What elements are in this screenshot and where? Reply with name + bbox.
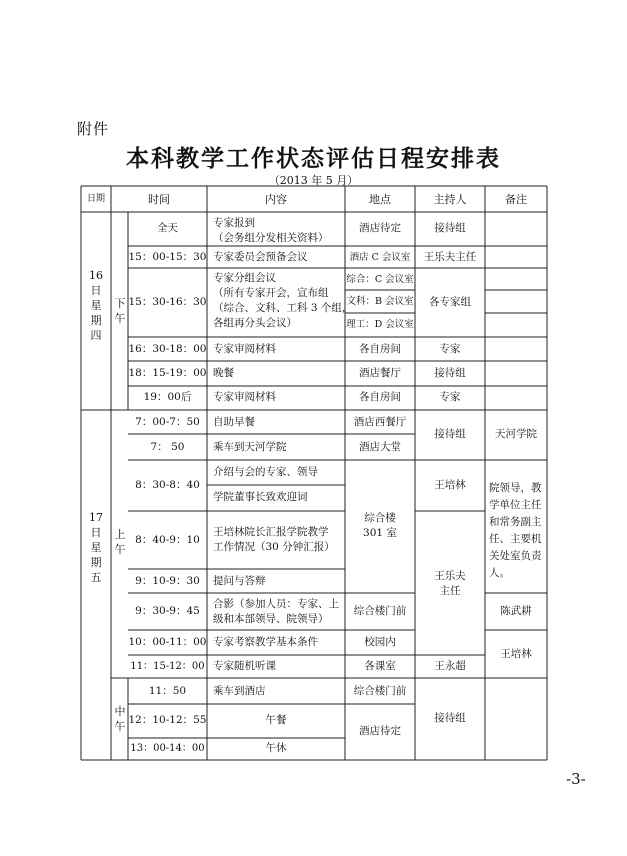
table-row-content-a: 介绍与会的专家、领导: [213, 466, 318, 478]
day-17-label: 17日星期五: [89, 511, 103, 584]
place-hotel-pending: 酒店待定: [359, 725, 401, 737]
table-row-content: 专家委员会预备会议: [213, 251, 308, 263]
header-content: 内容: [265, 193, 287, 206]
header-host: 主持人: [433, 193, 467, 206]
table-row-time: 8：30-8：40: [135, 479, 200, 491]
table-row-content: 午休: [265, 742, 287, 754]
table-row-place: 酒店西餐厅: [353, 416, 407, 428]
table-row-time: 11：15-12：00: [130, 661, 205, 672]
table-row-content: 专家报到 （会务组分发相关资料）: [213, 217, 329, 244]
table-row-time: 16：30-18：00: [128, 343, 207, 355]
period-afternoon: 下午: [114, 297, 126, 325]
table-row-place: 综合楼门前: [353, 685, 407, 697]
table-row-content: 专家审阅材料: [213, 343, 276, 355]
table-row-place: 酒店待定: [359, 222, 401, 234]
table-row-host: 各专家组: [429, 296, 471, 308]
period-noon: 中午: [114, 705, 126, 733]
table-row-host: 王永超: [434, 660, 466, 672]
host-reception-noon: 接待组: [434, 712, 466, 724]
table-row-host: 专家: [439, 343, 461, 355]
table-row-time: 7： 50: [150, 441, 185, 453]
table-row-content: 乘车到酒店: [213, 685, 266, 697]
table-row-content: 专家分组会议 （所有专家开会，宣布组 （综合、文科、工科 3 个组， 各组再分头会议）: [213, 272, 353, 329]
table-row-place: 各自房间: [359, 391, 401, 403]
table-row-time: 9：10-9：30: [135, 575, 200, 587]
table-row-content: 晚餐: [213, 367, 234, 379]
table-row-host: 接待组: [434, 222, 466, 234]
header-note: 备注: [505, 193, 527, 206]
document-date: （2013 年 5 月）: [268, 174, 359, 187]
table-row-host: 专家: [439, 391, 461, 403]
table-row-time: 15：00-15：30: [128, 251, 207, 263]
table-row-content: 自助早餐: [213, 416, 255, 428]
note-chen: 陈武耕: [500, 605, 532, 617]
header-place: 地点: [369, 193, 391, 206]
header-time: 时间: [148, 193, 170, 206]
table-row-place-b: 文科：B 会议室: [346, 296, 414, 307]
table-row-time: 11：50: [148, 685, 187, 697]
table-row-time: 13：00-14：00: [130, 743, 205, 754]
place-building-301: 综合楼 301 室: [363, 512, 397, 539]
table-row-place: 各自房间: [359, 343, 401, 355]
table-row-content-b: 学院董事长致欢迎词: [213, 491, 308, 503]
table-row-content: 专家随机听课: [213, 660, 276, 672]
table-row-content: 提问与答辩: [213, 575, 266, 587]
table-row-time: 15：30-16：30: [128, 296, 207, 308]
host-breakfast: 接待组: [434, 428, 466, 440]
table-row-content: 专家审阅材料: [213, 391, 276, 403]
host-wang-pei-lin: 王培林: [434, 479, 466, 491]
table-row-time: 全天: [157, 222, 178, 234]
table-row-place: 酒店 C 会议室: [349, 252, 411, 263]
table-row-place: 酒店大堂: [359, 441, 401, 453]
table-row-time: 18：15-19：00: [128, 367, 207, 379]
note-wang-pei-lin: 王培林: [500, 648, 532, 660]
table-row-place-c: 理工：D 会议室: [346, 319, 414, 330]
table-row-place: 各课室: [364, 660, 396, 672]
table-row-time: 10：00-11：00: [128, 636, 207, 648]
table-row-time: 12：10-12：55: [128, 714, 207, 726]
day-16-label: 16日星期四: [89, 269, 103, 342]
table-row-place: 综合楼门前: [353, 605, 407, 617]
page-title: 本科教学工作状态评估日程安排表: [126, 145, 501, 172]
attachment-label: 附件: [77, 120, 110, 138]
table-row-content: 午餐: [265, 714, 287, 726]
page-number: -3-: [566, 770, 586, 788]
table-row-time: 9：30-9：45: [135, 605, 200, 617]
table-row-content: 合影（参加人员：专家、上 级和本部领导、院领导）: [213, 598, 339, 625]
table-row-place: 校园内: [364, 636, 396, 648]
table-row-content: 乘车到天河学院: [213, 441, 287, 453]
table-row-host: 接待组: [434, 367, 466, 379]
table-row-time: 19：00后: [143, 391, 192, 403]
table-row-content: 王培林院长汇报学院教学 工作情况（30 分钟汇报）: [213, 526, 335, 553]
header-date: 日期: [86, 194, 105, 204]
table-row-place: 酒店餐厅: [359, 367, 401, 379]
note-leaders: 院领导，教学单位主任和常务副主任、主要机关处室负责人。: [489, 482, 542, 579]
table-row-place-a: 综合：C 会议室: [346, 274, 414, 285]
table-row-host: 王乐夫主任: [423, 251, 477, 263]
table-row-time: 8：40-9：10: [135, 534, 200, 546]
table-row-time: 7：00-7：50: [135, 416, 200, 428]
host-wang-le-fu: 王乐夫 主任: [434, 570, 466, 597]
table-row-content: 专家考察教学基本条件: [213, 636, 318, 648]
note-breakfast: 天河学院: [495, 428, 537, 440]
period-morning: 上午: [114, 528, 126, 556]
